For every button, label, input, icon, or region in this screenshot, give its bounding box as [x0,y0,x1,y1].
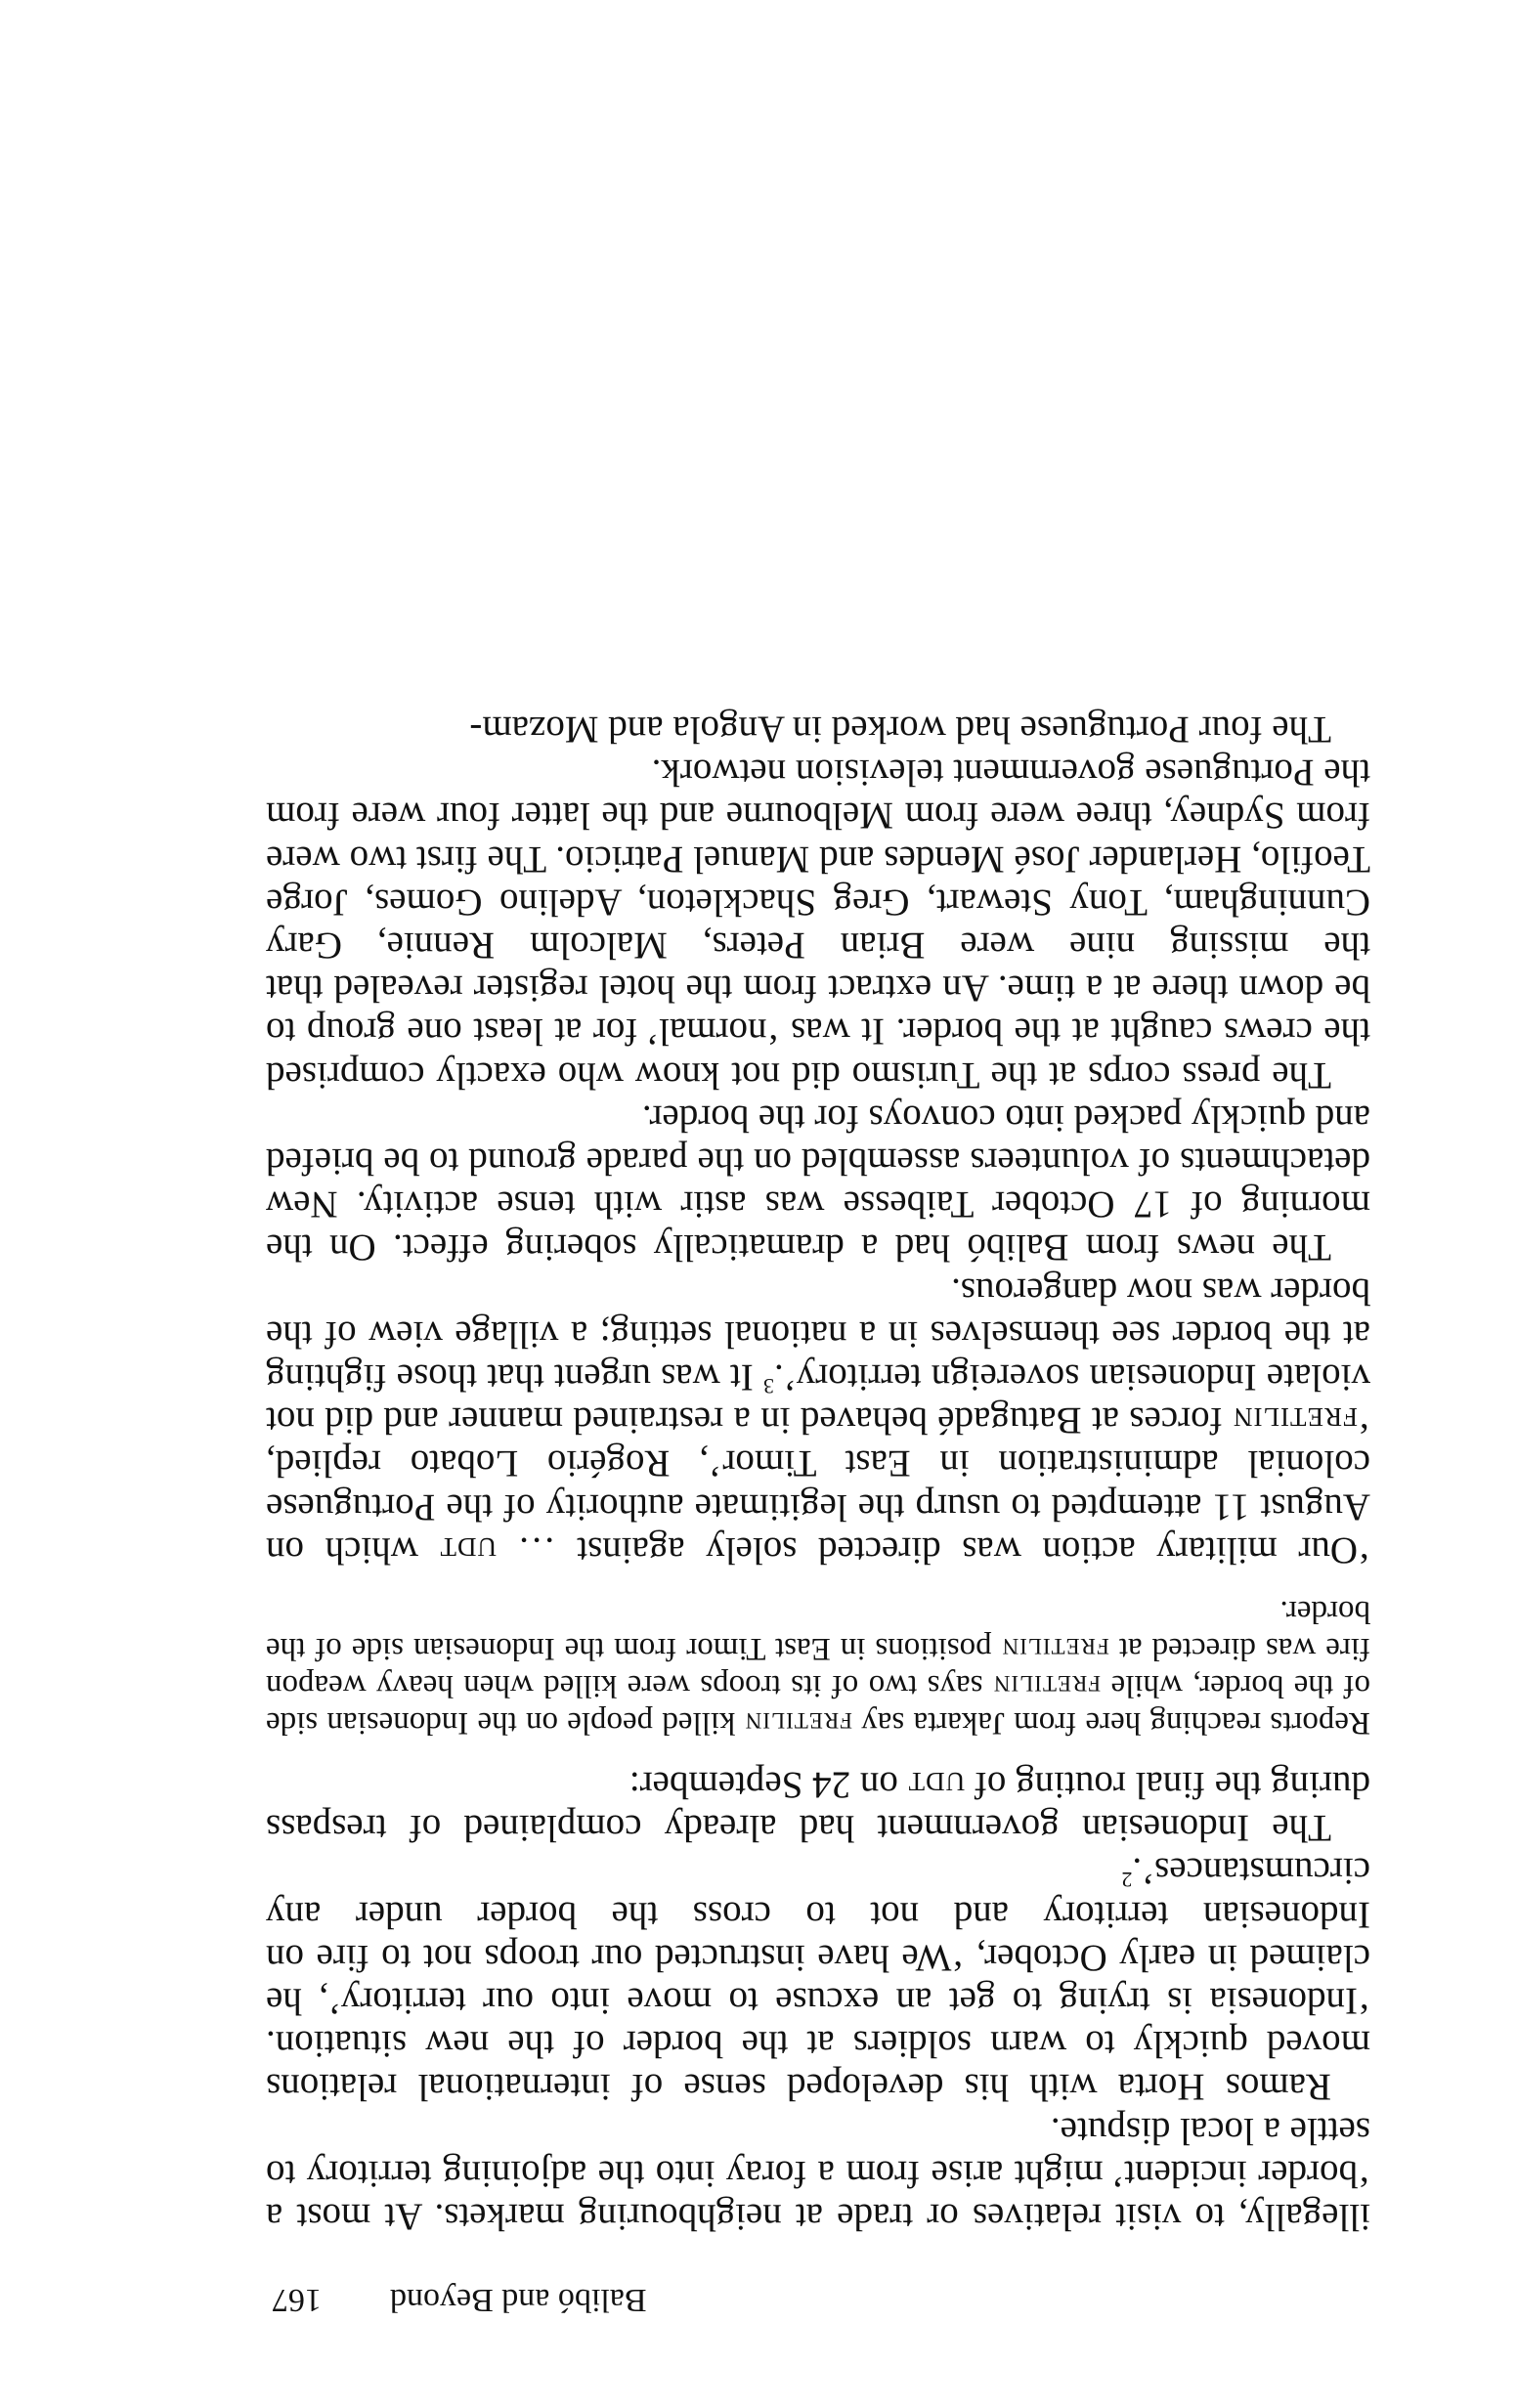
running-title: Balibó and Beyond [390,2282,647,2318]
paragraph [266,1849,1370,2108]
text: killed people on the Indonesian side of the border, while [266,1667,1370,1741]
text: positions in East Timor from the Indonesian side of the border. [266,1593,1370,1666]
text: Reports reaching here from Jakarta say [852,1704,1370,1741]
footnote-ref: 3 [762,1373,774,1398]
acronym: fretilin [744,1704,852,1741]
acronym: fretilin [992,1667,1102,1703]
text: on 24 September: [628,1763,908,1806]
running-header [266,2267,1370,2332]
block-quote [266,1593,1370,1742]
acronym: udt [907,1763,966,1806]
page-number: 167 [272,2282,322,2318]
text: forces at Batugadé behaved in a restrained manner and did not violate Indonesian sovereign territory’. [266,1355,1370,1442]
acronym: fretilin [1001,1630,1109,1666]
body-text [266,708,1370,2238]
text: It was urgent that those fighting at the border see themselves in a national setting; a village view of the border was now dangerous. [265,1269,1370,1398]
text: which on August 11 attempted to usurp the legitimate authority of the Portuguese colonial administration in East Timor’, Rogério Lobato replied, ‘ [266,1399,1370,1571]
paragraph: The news from Balibó had a dramatically sobering effect. On the morning of 17 October Taibesse was astir with tense activity. New detachments of volunteers assembled on the parade ground to be briefed and quickly packed into convoys for the border. [266,1096,1370,1269]
text: The Indonesian government had already complained of trespass during the final routing of [266,1763,1370,1850]
text: says two of its troops were killed when heavy weapon fire was directed at [266,1630,1370,1703]
acronym: fretilin [1233,1399,1358,1442]
paragraph: illegally, to visit relatives or trade at neighbouring markets. At most a ‘border incident’ might arise from a foray into the adjoining territory to settle a local dispute. [266,2109,1370,2238]
text: Ramos Horta with his developed sense of international relations moved quickly to warn soldiers at the border of the new situation. ‘Indonesia is trying to get an excuse to move into our territory’, he claimed in early October, ‘We have instructed our troops not to fire on Indonesian territory and not to cross the border under any circumstances’. [266,1850,1370,2109]
text: ‘Our military action was directed solely against … [497,1528,1370,1571]
paragraph [266,1268,1370,1570]
acronym: udt [439,1528,497,1571]
footnote-ref: 2 [1121,1868,1133,1893]
paragraph: The four Portuguese had worked in Angola and Mozam- [469,708,1331,751]
paragraph: The press corps at the Turismo did not know who exactly comprised the crews caught at the border. It was ‘normal’ for at least one group to be down there at a time. An extract from the hotel register revealed that the missing nine were Brian Peters, Malcolm Rennie, Gary Cunningham, Tony Stewart, Greg Shackleton, Adelino Gomes, Jorge Teofilo, Herlander José Mendes and Manuel Patricio. The first two were from Sydney, three were from Melbourne and the latter four were from the Portuguese government television network. [266,752,1370,1096]
paragraph [266,1763,1370,1849]
